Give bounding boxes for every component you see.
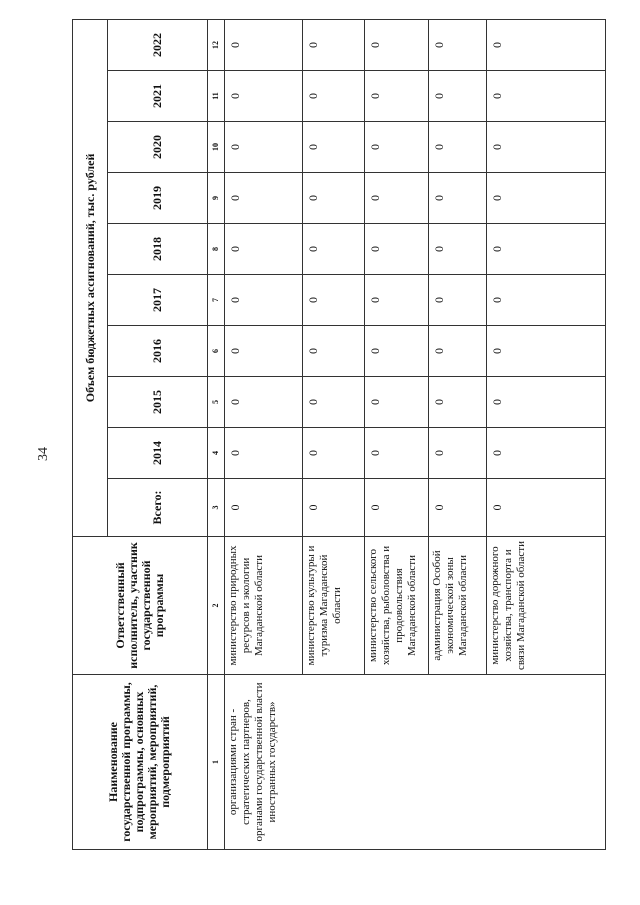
header-year-2016: 2016 — [108, 326, 207, 377]
column-number-3: 3 — [207, 479, 225, 537]
value-cell: 0 — [486, 326, 605, 377]
value-cell: 0 — [486, 377, 605, 428]
column-number-12: 12 — [207, 19, 225, 70]
value-cell: 0 — [225, 377, 303, 428]
value-cell: 0 — [364, 19, 428, 70]
value-cell: 0 — [486, 224, 605, 275]
budget-table — [72, 19, 606, 850]
executor-cell: министерство культуры и туризма Магаданской области — [302, 537, 364, 675]
value-cell: 0 — [225, 122, 303, 173]
value-cell: 0 — [302, 71, 364, 122]
value-cell: 0 — [428, 71, 486, 122]
value-cell: 0 — [428, 326, 486, 377]
header-year-2020: 2020 — [108, 122, 207, 173]
value-cell: 0 — [364, 224, 428, 275]
header-total: Всего: — [108, 479, 207, 537]
header-executor-column: Ответственный исполнитель, участник государственной программы — [73, 537, 208, 675]
value-cell: 0 — [225, 275, 303, 326]
column-number-9: 9 — [207, 173, 225, 224]
value-cell: 0 — [428, 479, 486, 537]
value-cell: 0 — [428, 377, 486, 428]
column-number-5: 5 — [207, 377, 225, 428]
value-cell: 0 — [428, 224, 486, 275]
value-cell: 0 — [302, 377, 364, 428]
value-cell: 0 — [302, 19, 364, 70]
value-cell: 0 — [364, 326, 428, 377]
page-number: 34 — [36, 447, 51, 461]
header-year-2018: 2018 — [108, 224, 207, 275]
header-year-2019: 2019 — [108, 173, 207, 224]
measure-name-cell: организациями стран - стратегических партнеров, органами государственной власти иностранных государств» — [225, 675, 606, 850]
value-cell: 0 — [225, 428, 303, 479]
value-cell: 0 — [486, 122, 605, 173]
header-row-1 — [73, 19, 108, 849]
column-number-11: 11 — [207, 71, 225, 122]
column-number-6: 6 — [207, 326, 225, 377]
value-cell: 0 — [302, 275, 364, 326]
header-name-column: Наименование государственной программы, подпрограммы, основных мероприятий, мероприятий, подмероприятий — [73, 675, 208, 850]
value-cell: 0 — [486, 428, 605, 479]
value-cell: 0 — [364, 122, 428, 173]
value-cell: 0 — [302, 428, 364, 479]
header-funding-group: Объем бюджетных ассигнований, тыс. рублей — [73, 19, 108, 536]
executor-cell: министерство природных ресурсов и экологии Магаданской области — [225, 537, 303, 675]
table-body — [73, 19, 606, 849]
column-number-4: 4 — [207, 428, 225, 479]
value-cell: 0 — [302, 479, 364, 537]
value-cell: 0 — [486, 19, 605, 70]
value-cell: 0 — [486, 479, 605, 537]
header-year-2017: 2017 — [108, 275, 207, 326]
value-cell: 0 — [225, 173, 303, 224]
column-number-10: 10 — [207, 122, 225, 173]
value-cell: 0 — [225, 71, 303, 122]
value-cell: 0 — [486, 71, 605, 122]
column-number-1: 1 — [207, 675, 225, 850]
value-cell: 0 — [428, 173, 486, 224]
value-cell: 0 — [225, 326, 303, 377]
value-cell: 0 — [302, 326, 364, 377]
rotated-table-frame — [72, 20, 606, 850]
value-cell: 0 — [364, 479, 428, 537]
value-cell: 0 — [364, 71, 428, 122]
value-cell: 0 — [428, 275, 486, 326]
header-year-2021: 2021 — [108, 71, 207, 122]
value-cell: 0 — [225, 224, 303, 275]
value-cell: 0 — [428, 122, 486, 173]
header-year-2022: 2022 — [108, 19, 207, 70]
executor-cell: министерство дорожного хозяйства, транспорта и связи Магаданской области — [486, 537, 605, 675]
value-cell: 0 — [428, 428, 486, 479]
value-cell: 0 — [302, 173, 364, 224]
value-cell: 0 — [302, 122, 364, 173]
column-number-7: 7 — [207, 275, 225, 326]
value-cell: 0 — [302, 224, 364, 275]
header-year-2014: 2014 — [108, 428, 207, 479]
column-number-8: 8 — [207, 224, 225, 275]
value-cell: 0 — [486, 173, 605, 224]
value-cell: 0 — [428, 19, 486, 70]
header-year-2015: 2015 — [108, 377, 207, 428]
column-number-row — [207, 19, 225, 849]
value-cell: 0 — [225, 479, 303, 537]
executor-cell: министерство сельского хозяйства, рыболовства и продовольствия Магаданской области — [364, 537, 428, 675]
value-cell: 0 — [364, 275, 428, 326]
value-cell: 0 — [364, 428, 428, 479]
executor-cell: администрация Особой экономической зоны Магаданской области — [428, 537, 486, 675]
value-cell: 0 — [364, 377, 428, 428]
column-number-2: 2 — [207, 537, 225, 675]
value-cell: 0 — [486, 275, 605, 326]
value-cell: 0 — [225, 19, 303, 70]
table-container — [72, 20, 606, 850]
table-row — [225, 19, 303, 849]
value-cell: 0 — [364, 173, 428, 224]
